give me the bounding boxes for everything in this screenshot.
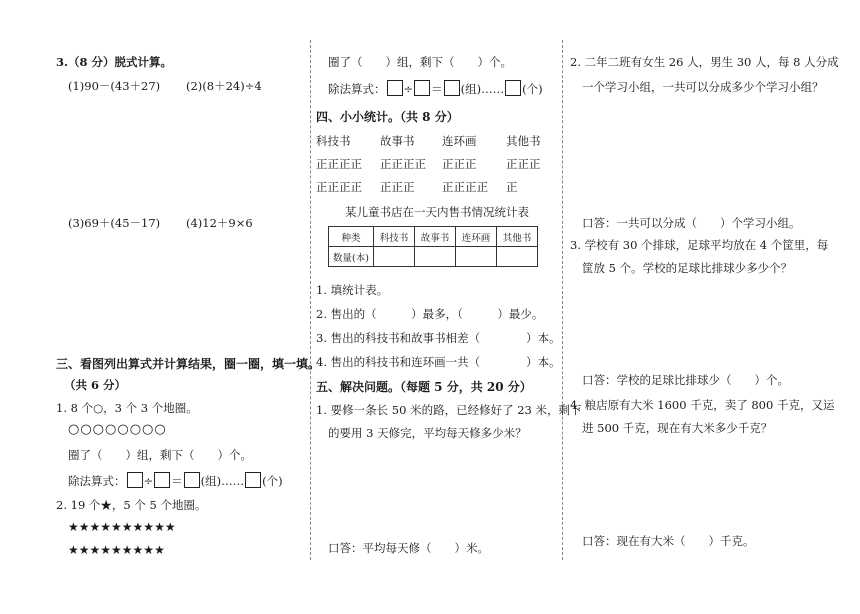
answer-box[interactable] (154, 472, 170, 488)
stars-row-2: ★★★★★★★★★ (68, 543, 165, 557)
stat-question-2: 2. 售出的（ ）最多，（ ）最少。 (316, 307, 544, 321)
answer-box[interactable] (127, 472, 143, 488)
group-unit: (组)…… (460, 82, 505, 96)
solve-3-line-2: 筐放 5 个。学校的足球比排球少多少个？ (582, 261, 793, 275)
table-row (329, 227, 538, 247)
solve-1-line-2: 的要用 3 天修完，平均每天修多少米？ (328, 426, 527, 440)
table-cell-blank[interactable] (456, 247, 497, 267)
column-divider-right (562, 40, 563, 560)
tally-mark: 正 (506, 180, 518, 194)
problem-1-title: 1. 8 个○，3 个 3 个地圈。 (56, 401, 198, 415)
answer-box[interactable] (387, 80, 403, 96)
table-row (329, 247, 538, 267)
division-equation-2: 除法算式： ÷ ＝ (组)…… (个) (328, 82, 543, 96)
problem-2-title: 2. 19 个★，5 个 5 个地圈。 (56, 498, 207, 512)
tally-mark: 正正正正 (442, 180, 488, 194)
calc-1: (1)90－(43＋27) (68, 79, 161, 93)
tally-mark: 正正正 (442, 157, 477, 171)
answer-box[interactable] (184, 472, 200, 488)
table-header-cell: 其他书 (497, 227, 538, 247)
table-cell-blank[interactable] (415, 247, 456, 267)
category-label: 其他书 (506, 134, 541, 148)
count-unit: (个) (522, 82, 543, 96)
section-5-title: 五、解决问题。（每题 5 分，共 20 分） (316, 380, 532, 394)
table-header-cell: 科技书 (374, 227, 415, 247)
solve-3-line-1: 3. 学校有 30 个排球，足球平均放在 4 个筐里，每 (570, 238, 829, 252)
problem-1-fill: 圈了（ ）组，剩下（ ）个。 (68, 448, 252, 462)
category-label: 连环画 (442, 134, 477, 148)
table-title: 某儿童书店在一天内售书情况统计表 (345, 205, 529, 219)
column-divider-left (310, 40, 311, 560)
solve-4-line-1: 4. 粮店原有大米 1600 千克，卖了 800 千克，又运 (570, 398, 835, 412)
table-row-label: 数量(本) (329, 247, 374, 267)
stars-row-1: ★★★★★★★★★★ (68, 520, 176, 534)
fill-line-top: 圈了（ ）组，剩下（ ）个。 (328, 55, 512, 69)
calc-4: (4)12＋9×6 (186, 216, 253, 230)
tally-mark: 正正正正 (316, 180, 362, 194)
q3-title: 3.（8 分）脱式计算。 (56, 55, 173, 69)
answer-box[interactable] (444, 80, 460, 96)
tally-mark: 正正正正 (316, 157, 362, 171)
table-header-cell: 故事书 (415, 227, 456, 247)
answer-box[interactable] (414, 80, 430, 96)
stat-question-4: 4. 售出的科技书和连环画一共（ ）本。 (316, 355, 561, 369)
stat-question-3: 3. 售出的科技书和故事书相差（ ）本。 (316, 331, 561, 345)
count-unit: (个) (262, 474, 283, 488)
calc-3: (3)69＋(45－17) (68, 216, 161, 230)
calc-2: (2)(8＋24)÷4 (186, 79, 262, 93)
section-3-title: 三、看图列出算式并计算结果，圈一圈，填一填。 (56, 357, 321, 371)
solve-2-line-2: 一个学习小组，一共可以分成多少个学习小组？ (582, 80, 824, 94)
table-header-cell: 种类 (329, 227, 374, 247)
division-label: 除法算式： (328, 82, 386, 96)
section-4-title: 四、小小统计。（共 8 分） (316, 110, 459, 124)
tally-mark: 正正正 (380, 180, 415, 194)
table-cell-blank[interactable] (497, 247, 538, 267)
solve-1-line-1: 1. 要修一条长 50 米的路，已经修好了 23 米，剩下 (316, 403, 582, 417)
division-label: 除法算式： (68, 474, 126, 488)
solve-3-answer: 口答：学校的足球比排球少（ ）个。 (582, 373, 789, 387)
table-header-cell: 连环画 (456, 227, 497, 247)
answer-box[interactable] (245, 472, 261, 488)
solve-1-answer: 口答：平均每天修（ ）米。 (328, 541, 489, 555)
tally-mark: 正正正正 (380, 157, 426, 171)
group-unit: (组)…… (200, 474, 245, 488)
circles-row: ○○○○○○○○ (68, 422, 167, 437)
category-label: 故事书 (380, 134, 415, 148)
solve-2-line-1: 2. 二年二班有女生 26 人，男生 30 人，每 8 人分成 (570, 55, 839, 69)
table-cell-blank[interactable] (374, 247, 415, 267)
stat-question-1: 1. 填统计表。 (316, 283, 389, 297)
division-equation-1: 除法算式： ÷ ＝ (组)…… (个) (68, 474, 283, 488)
solve-4-answer: 口答：现在有大米（ ）千克。 (582, 534, 755, 548)
answer-box[interactable] (505, 80, 521, 96)
statistics-table (328, 226, 538, 267)
solve-4-line-2: 进 500 千克，现在有大米多少千克？ (582, 421, 773, 435)
section-3-score: （共 6 分） (64, 378, 127, 392)
solve-2-answer: 口答：一共可以分成（ ）个学习小组。 (582, 216, 801, 230)
category-label: 科技书 (316, 134, 351, 148)
tally-mark: 正正正 (506, 157, 541, 171)
